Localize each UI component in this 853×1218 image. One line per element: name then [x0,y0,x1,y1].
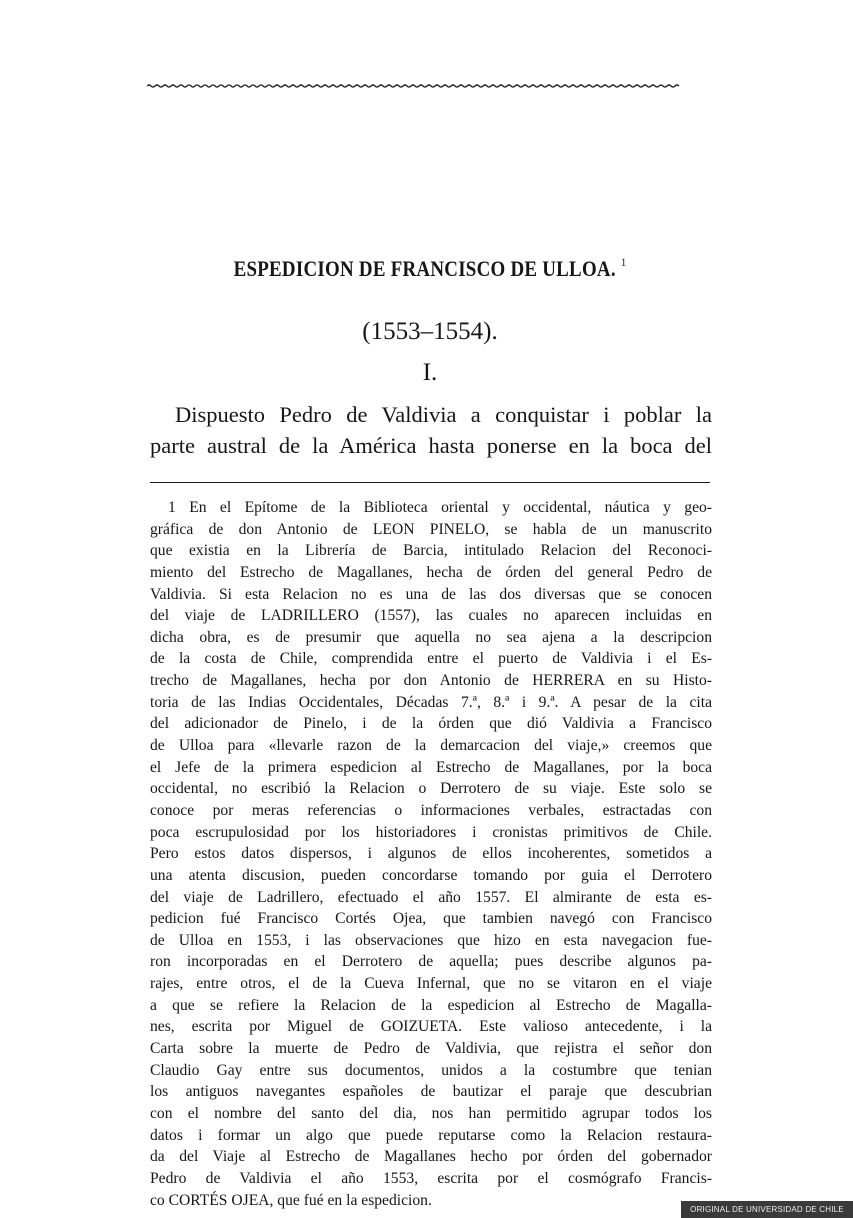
footnote-line: de Ulloa en 1553, i las observaciones que hizo en esta navegacion fue- [150,931,712,949]
footnote-rule [150,482,710,483]
footnote-line: del viaje de LADRILLERO (1557), las cuales no aparecen incluidas en [150,607,712,625]
body-paragraph [150,399,712,461]
footnote-line: del adicionador de Pinelo, i de la órden que dió Valdivia a Francisco [150,715,712,733]
footnote-line: 1 En el Epítome de la Biblioteca oriental y occidental, náutica y geo- [168,499,712,516]
footnote-line: gráfica de don Antonio de LEON PINELO, se habla de un manuscrito [150,520,712,538]
footnote-line: Pedro de Valdivia el año 1553, escrita por el cosmógrafo Francis- [150,1169,712,1187]
footnote-line: a que se refiere la Relacion de la espedicion al Estrecho de Magalla- [150,996,712,1014]
footnote-line: Claudio Gay entre sus documentos, unidos a la costumbre que tenian [150,1061,712,1079]
footnote-line: una atenta discusion, pueden concordarse tomando por guia el Derrotero [150,866,712,884]
footnote-line: occidental, no escribió la Relacion o Derrotero de su viaje. Este solo se [150,780,712,798]
decorative-rule [147,83,707,89]
footnote-line: da del Viaje al Estrecho de Magallanes hecho por órden del gobernador [150,1148,712,1166]
chapter-dates: (1553–1554). [362,318,498,345]
footnote-line: datos i formar un algo que puede reputarse como la Relacion restaura- [150,1126,712,1144]
footnote-line: poca escrupulosidad por los historiadores i cronistas primitivos de Chile. [150,823,712,841]
footnote-line: co CORTÉS OJEA, que fué en la espedicion. [150,1191,432,1209]
footnote-line: Pero estos datos dispersos, i algunos de ellos incoherentes, sometidos a [150,845,712,863]
body-line: parte austral de la América hasta ponerse en la boca del [150,433,712,458]
chapter-title-text: ESPEDICION DE FRANCISCO DE ULLOA. [233,256,616,281]
footnote-line: Valdivia. Si esta Relacion no es una de las dos diversas que se conocen [150,585,712,603]
footnote-line: rajes, entre otros, el de la Cueva Infernal, que no se vitaron en el viaje [150,975,712,993]
footnote-line: Carta sobre la muerte de Pedro de Valdivia, que rejistra el señor don [150,1040,712,1058]
title-footnote-ref: 1 [620,255,627,269]
footnote-line: de la costa de Chile, comprendida entre el puerto de Valdivia i el Es- [150,650,712,668]
footnote-line: el Jefe de la primera espedicion al Estrecho de Magallanes, por la boca [150,758,712,776]
footnote-line: pedicion fué Francisco Cortés Ojea, que tambien navegó con Francisco [150,910,712,928]
archive-watermark: ORIGINAL DE UNIVERSIDAD DE CHILE [681,1201,853,1218]
footnote-line: nes, escrita por Miguel de GOIZUETA. Este valioso antecedente, i la [150,1018,712,1036]
footnote [150,497,712,1211]
footnote-line: dicha obra, es de presumir que aquella no sea ajena a la descripcion [150,628,712,646]
footnote-line: conoce por meras referencias o informaciones verbales, estractadas con [150,801,712,819]
footnote-line: del viaje de Ladrillero, efectuado el año 1557. El almirante de esta es- [150,888,712,906]
body-line: Dispuesto Pedro de Valdivia a conquistar i poblar la [175,402,712,427]
footnote-line: ron incorporadas en el Derrotero de aquella; pues describe algunos pa- [150,953,712,971]
footnote-line: miento del Estrecho de Magallanes, hecha de órden del general Pedro de [150,563,712,581]
footnote-line: que existia en la Librería de Barcia, intitulado Relacion del Reconoci- [150,542,712,560]
footnote-line: de Ulloa para «llevarle razon de la demarcacion del viaje,» creemos que [150,737,712,755]
footnote-line: toria de las Indias Occidentales, Décadas 7.ª, 8.ª i 9.ª. A pesar de la cita [150,693,712,711]
footnote-line: con el nombre del santo del dia, nos han permitido agrupar todos los [150,1104,712,1122]
section-number: I. [422,359,438,386]
chapter-title [189,255,671,282]
footnote-line: los antiguos navegantes españoles de bautizar el paraje que descubrian [150,1083,712,1101]
footnote-line: trecho de Magallanes, hecha por don Antonio de HERRERA en su Histo- [150,672,712,690]
